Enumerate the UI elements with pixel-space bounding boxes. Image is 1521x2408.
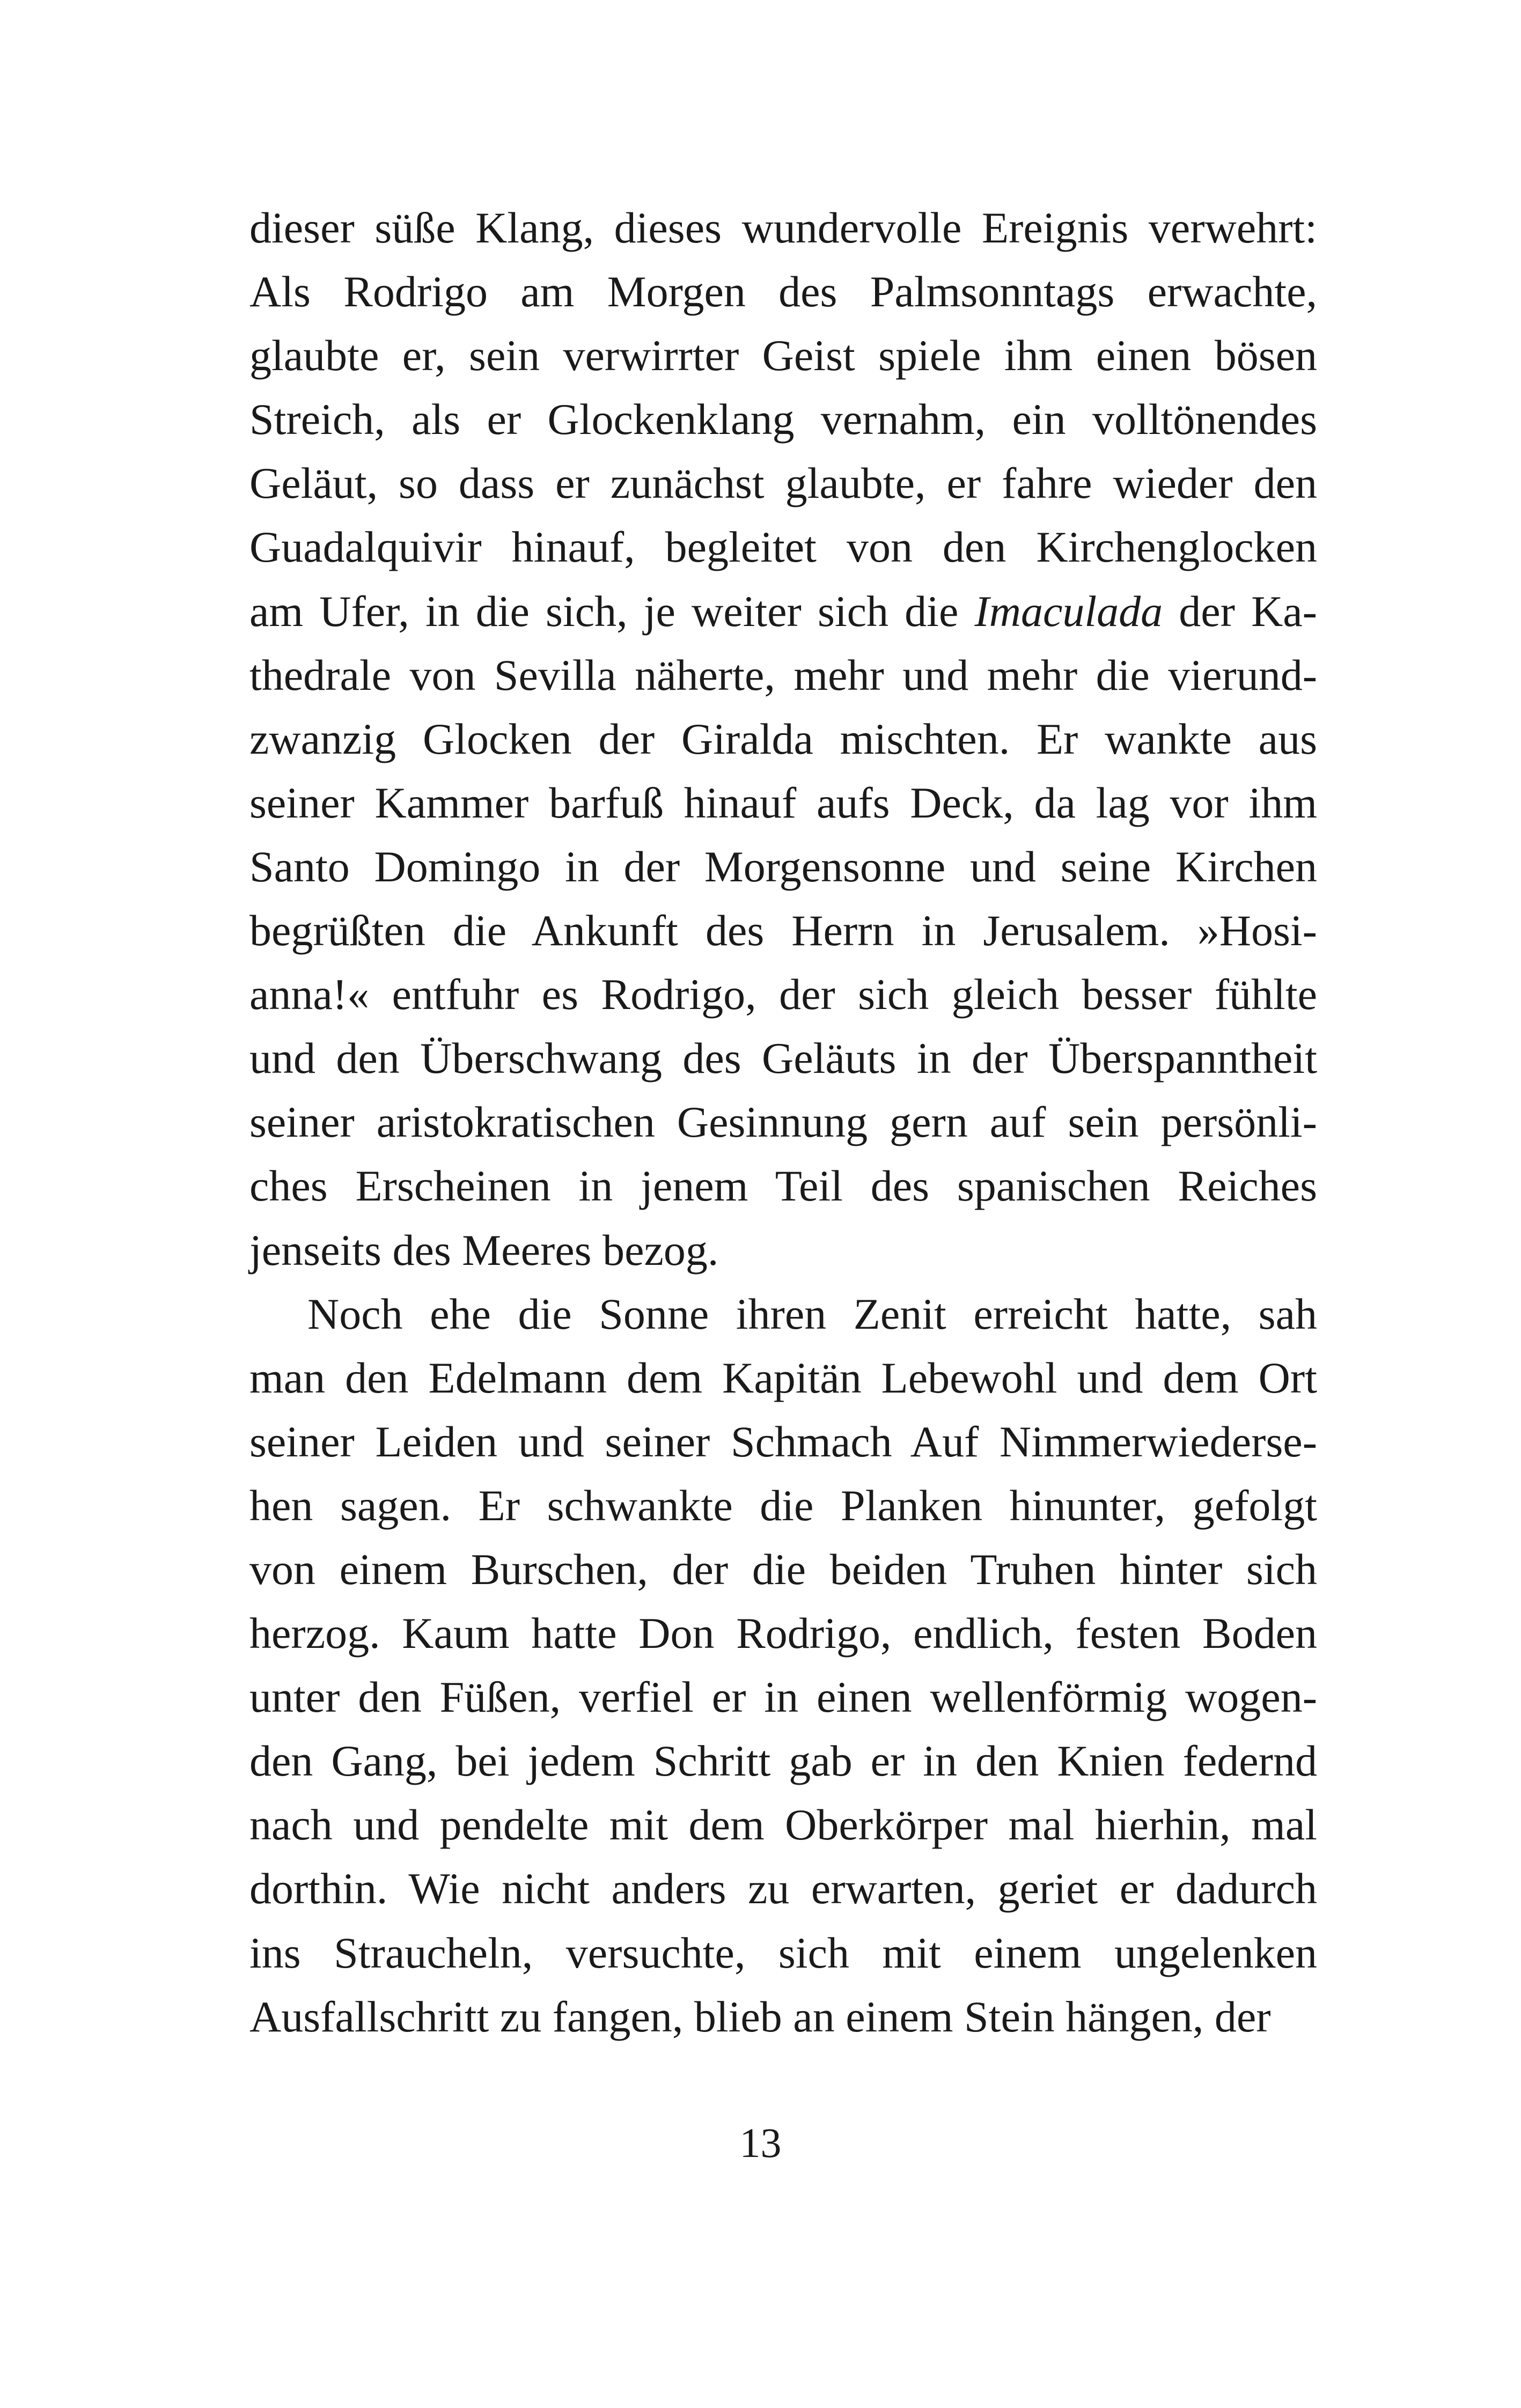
text-line (249, 323, 1317, 387)
text-segment: begrüßten die Ankunft des Herrn in Jerusalem. »Hosi- (249, 906, 1317, 955)
text-segment: Guadalquivir hinauf, begleitet von den Kirchenglocken (249, 522, 1317, 572)
text-segment: den Gang, bei jedem Schritt gab er in den Knien federnd (249, 1736, 1317, 1786)
text-line (249, 1985, 1317, 2049)
text-line (249, 962, 1317, 1026)
body-text (249, 196, 1317, 2049)
text-segment: Geläut, so dass er zunächst glaubte, er fahre wieder den (249, 459, 1317, 508)
text-segment: Als Rodrigo am Morgen des Palmsonntags erwachte, (249, 267, 1317, 316)
text-segment: ins Straucheln, versuchte, sich mit einem ungelenken (249, 1928, 1317, 1977)
text-line (249, 707, 1317, 771)
text-line (249, 1857, 1317, 1920)
text-line (249, 771, 1317, 835)
text-segment: zwanzig Glocken der Giralda mischten. Er wankte aus (249, 714, 1317, 763)
text-line (249, 1601, 1317, 1665)
text-segment: glaubte er, sein verwirrter Geist spiele ihm einen bösen (249, 331, 1317, 380)
text-line (249, 196, 1317, 260)
text-segment: seiner Kammer barfuß hinauf aufs Deck, da lag vor ihm (249, 778, 1317, 827)
text-line (249, 1218, 1317, 1282)
text-segment: jenseits des Meeres bezog. (249, 1225, 719, 1275)
text-segment: nach und pendelte mit dem Oberkörper mal hierhin, mal (249, 1800, 1317, 1850)
text-line (249, 835, 1317, 899)
text-segment: Streich, als er Glockenklang vernahm, ein volltönendes (249, 395, 1317, 444)
text-segment: dorthin. Wie nicht anders zu erwarten, geriet er dadurch (249, 1864, 1317, 1913)
text-segment: der Ka- (1163, 586, 1317, 636)
text-line (249, 1346, 1317, 1410)
text-line (249, 1026, 1317, 1090)
text-line (249, 1921, 1317, 1985)
text-segment: Ausfallschritt zu fangen, blieb an einem Stein hängen, der (249, 1992, 1271, 2041)
text-segment: Santo Domingo in der Morgensonne und seine Kirchen (249, 842, 1317, 891)
text-segment: Noch ehe die Sonne ihren Zenit erreicht hatte, sah (307, 1289, 1317, 1338)
text-line (249, 643, 1317, 707)
text-line (249, 1282, 1317, 1346)
text-segment: seiner Leiden und seiner Schmach Auf Nimmerwiederse- (249, 1417, 1317, 1466)
text-segment: man den Edelmann dem Kapitän Lebewohl und dem Ort (249, 1353, 1317, 1402)
text-segment: unter den Füßen, verfiel er in einen wellenförmig wogen- (249, 1673, 1317, 1722)
text-line (249, 1410, 1317, 1474)
text-line (249, 1154, 1317, 1218)
text-segment: ches Erscheinen in jenem Teil des spanischen Reiches (249, 1161, 1317, 1211)
text-segment: von einem Burschen, der die beiden Truhen hinter sich (249, 1544, 1317, 1594)
text-segment: anna!« entfuhr es Rodrigo, der sich gleich besser fühlte (249, 970, 1317, 1019)
text-segment: herzog. Kaum hatte Don Rodrigo, endlich, festen Boden (249, 1609, 1317, 1658)
text-segment: hen sagen. Er schwankte die Planken hinunter, gefolgt (249, 1481, 1317, 1530)
text-segment: thedrale von Sevilla näherte, mehr und mehr die vierund- (249, 650, 1317, 699)
text-line (249, 260, 1317, 323)
text-line (249, 1537, 1317, 1601)
text-segment: dieser süße Klang, dieses wundervolle Ereignis verwehrt: (249, 203, 1317, 252)
text-line (249, 1793, 1317, 1857)
text-line (249, 579, 1317, 643)
text-line (249, 387, 1317, 451)
text-line (249, 1729, 1317, 1793)
text-line (249, 451, 1317, 515)
page-number: 13 (739, 2119, 782, 2166)
text-line (249, 515, 1317, 579)
text-segment: am Ufer, in die sich, je weiter sich die (249, 586, 975, 636)
text-line (249, 899, 1317, 962)
text-line (249, 1090, 1317, 1154)
text-segment: und den Überschwang des Geläuts in der Überspanntheit (249, 1034, 1317, 1083)
text-line (249, 1474, 1317, 1537)
text-segment: seiner aristokratischen Gesinnung gern auf sein persönli- (249, 1098, 1317, 1147)
italic-term: Imaculada (974, 586, 1163, 636)
text-line (249, 1665, 1317, 1729)
